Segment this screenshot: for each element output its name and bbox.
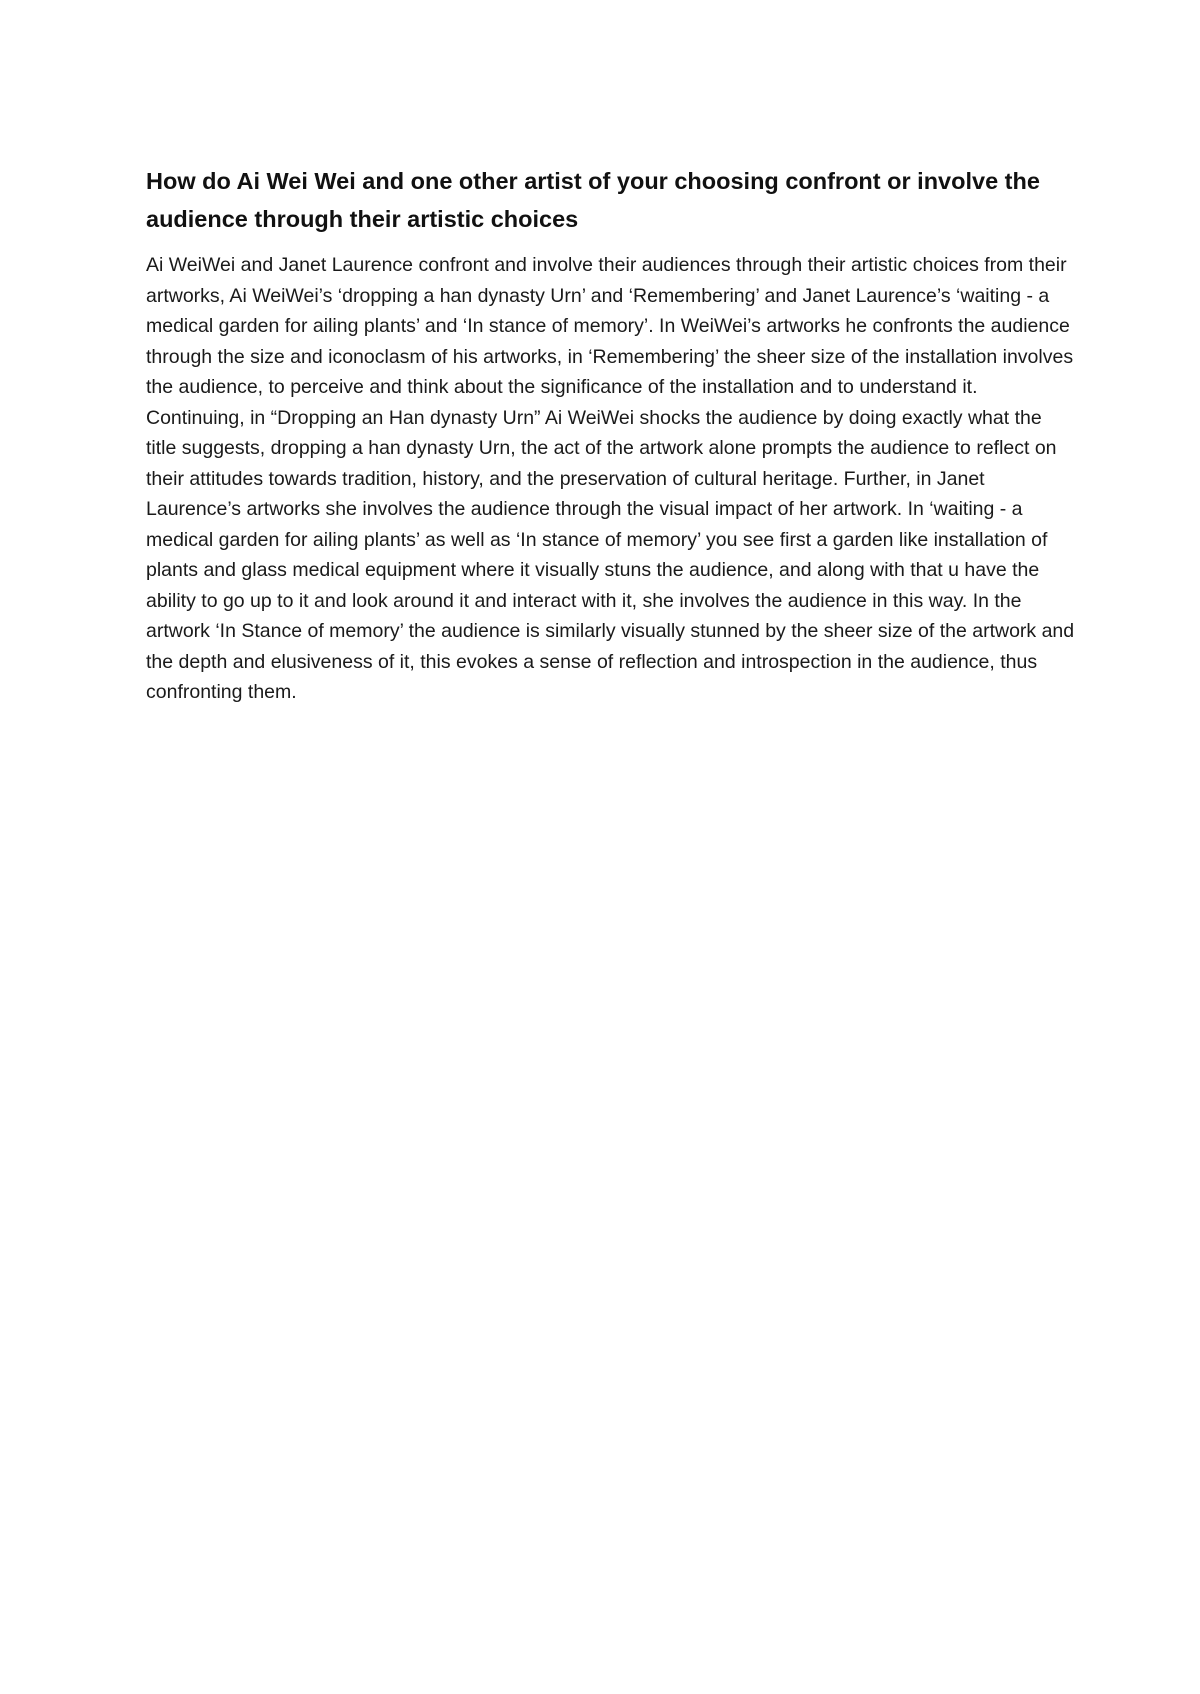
document-body-paragraph: Ai WeiWei and Janet Laurence confront and involve their audiences through their artistic choices from their artworks, Ai WeiWei’s ‘dropping a han dynasty Urn’ and ‘Remembering’ and Janet Laurence’s ‘waiting - a medical garden for ailing plants’ and ‘In stance of memory’. In WeiWei’s artworks he confronts the audience through the size and iconoclasm of his artworks, in ‘Remembering’ the sheer size of the installation involves the audience, to perceive and think about the significance of the installation and to understand it. Continuing, in “Dropping an Han dynasty Urn” Ai WeiWei shocks the audience by doing exactly what the title suggests, dropping a han dynasty Urn, the act of the artwork alone prompts the audience to reflect on their attitudes towards tradition, history, and the preservation of cultural heritage. Further, in Janet Laurence’s artworks she involves the audience through the visual impact of her artwork. In ‘waiting - a medical garden for ailing plants’ as well as ‘In stance of memory’ you see first a garden like installation of plants and glass medical equipment where it visually stuns the audience, and along with that u have the ability to go up to it and look around it and interact with it, she involves the audience in this way. In the artwork ‘In Stance of memory’ the audience is similarly visually stunned by the sheer size of the artwork and the depth and elusiveness of it, this evokes a sense of reflection and introspection in the audience, thus confronting them. — [146, 254, 1075, 703]
document-title: How do Ai Wei Wei and one other artist of your choosing confront or involve the audience through their artistic choices — [146, 168, 1040, 232]
document-content — [146, 162, 1076, 708]
